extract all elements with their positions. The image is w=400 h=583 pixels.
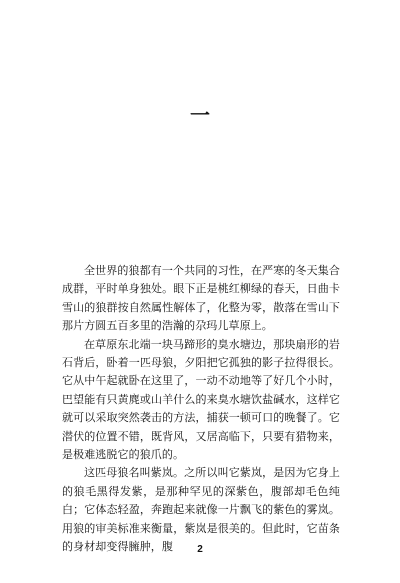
paragraph-1: 全世界的狼都有一个共同的习性，在严寒的冬天集合成群，平时单身独处。眼下正是桃红柳绿的春天，日曲卡雪山的狼群按自然属性解体了，化整为零，散落在雪山下那片方圆五百多里的浩瀚的尕玛儿草原上。 <box>62 264 340 333</box>
chapter-body <box>62 262 340 557</box>
paragraph-2: 在草原东北端一块马蹄形的臭水塘边，那块扇形的岩石背后，卧着一匹母狼，夕阳把它孤独的影子拉得很长。它从中午起就卧在这里了，一动不动地等了好几个小时，巴望能有只黄麂或山羊什么的来臭水塘饮盐碱水，这样它就可以采取突然袭击的方法，捕获一顿可口的晚餐了。它潜伏的位置不错，既背风，又居高临下，只要有猎物来，是极难逃脱它的狼爪的。 <box>62 337 340 462</box>
chapter-number: 一 <box>190 103 210 127</box>
paragraph-3: 这匹母狼名叫紫岚。之所以叫它紫岚，是因为它身上的狼毛黑得发紫，是那种罕见的深紫色，腹部却毛色纯白；它体态轻盈，奔跑起来就像一片飘飞的紫色的雾岚。用狼的审美标准来衡量，紫岚是很美的。但此时，它苗条的身材却变得臃肿，腹 <box>62 466 340 554</box>
page-number: 2 <box>197 544 203 555</box>
